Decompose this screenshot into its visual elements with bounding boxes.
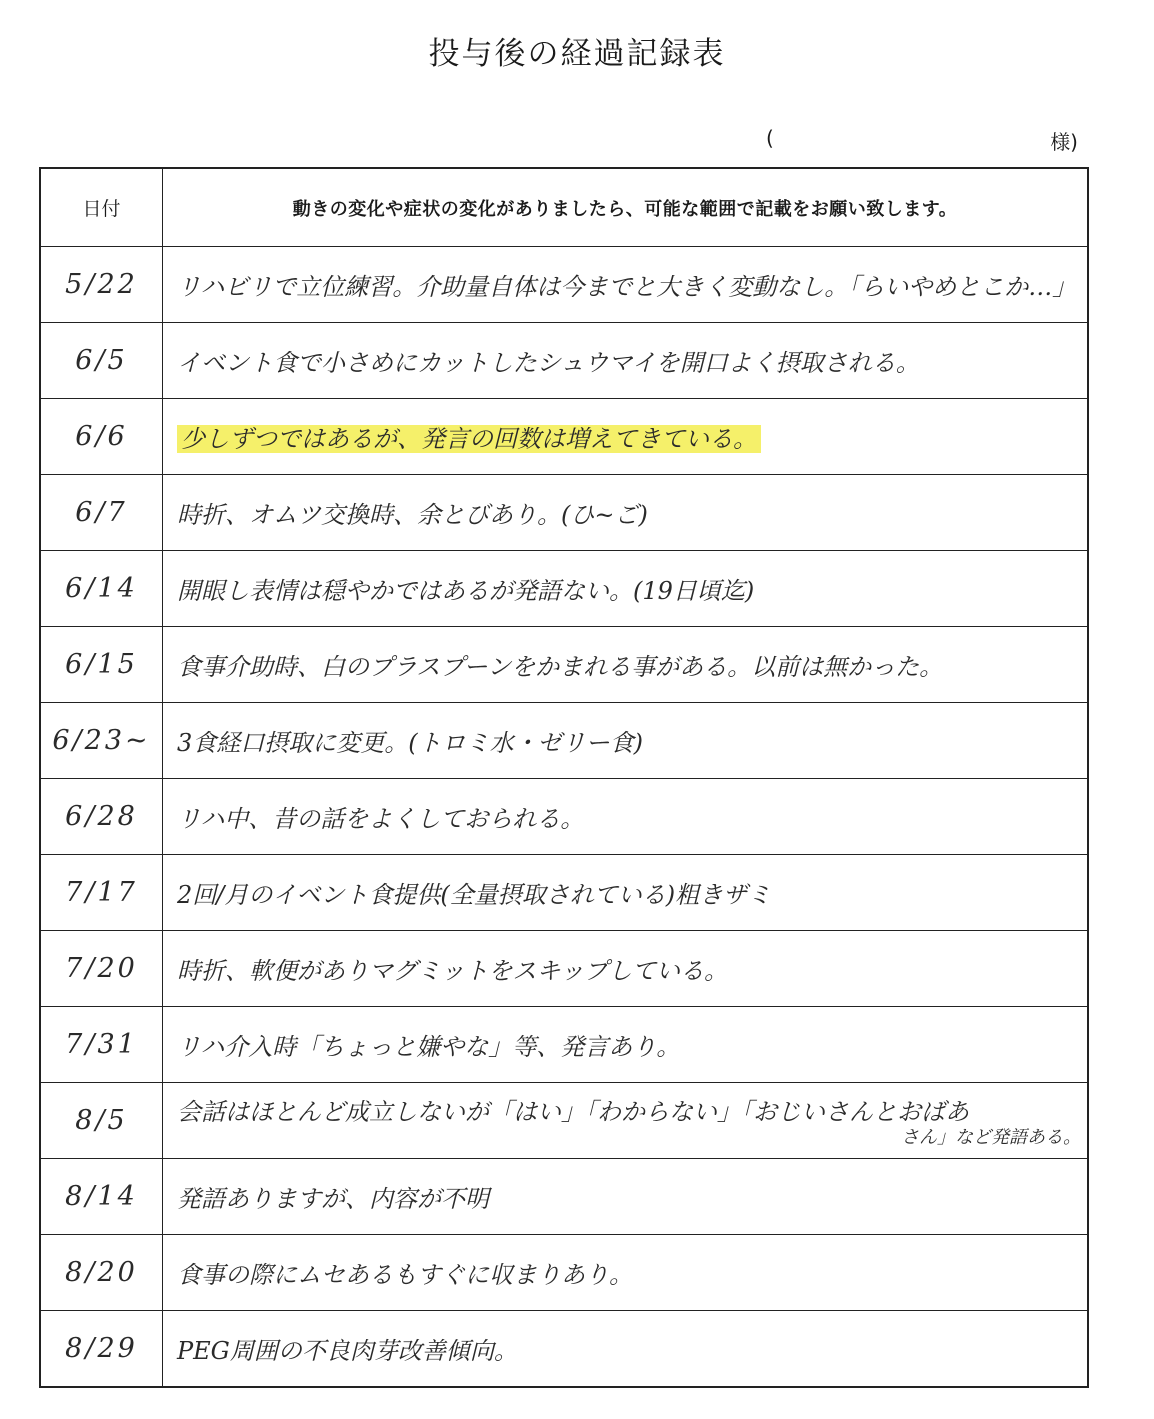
row-date: 7/20: [40, 931, 163, 1007]
name-honorific: 様): [1050, 130, 1078, 154]
patient-name-field: [766, 126, 1078, 156]
table-row: [40, 475, 1088, 551]
row-note: [163, 1083, 1089, 1159]
table-row: [40, 703, 1088, 779]
row-date: 8/5: [40, 1083, 163, 1159]
row-date: 6/5: [40, 323, 163, 399]
row-note: [163, 399, 1089, 475]
table-row: [40, 323, 1088, 399]
table-row: [40, 779, 1088, 855]
highlighted-note: 少しずつではあるが、発言の回数は増えてきている。: [177, 425, 761, 453]
row-date: 8/20: [40, 1235, 163, 1311]
page-title: 投与後の経過記録表: [428, 36, 726, 72]
row-date: 6/7: [40, 475, 163, 551]
row-note: 2回/月のイベント食提供(全量摂取されている)粗きザミ: [163, 855, 1089, 931]
table-row: [40, 247, 1088, 323]
row-date: 8/14: [40, 1159, 163, 1235]
name-open-paren: (: [766, 126, 774, 150]
row-date: 8/29: [40, 1311, 163, 1388]
row-note-line2: さん」など発語ある。: [901, 1127, 1081, 1148]
row-date: 6/6: [40, 399, 163, 475]
row-note: 開眼し表情は穏やかではあるが発語ない。(19日頃迄): [163, 551, 1089, 627]
table-row: [40, 1159, 1088, 1235]
row-note-line1: 会話はほとんど成立しないが「はい」「わからない」「おじいさんとおばあ: [177, 1098, 969, 1126]
row-date: 6/23~: [40, 703, 163, 779]
table-row: [40, 1007, 1088, 1083]
note-column-header: 動きの変化や症状の変化がありましたら、可能な範囲で記載をお願い致します。: [163, 168, 1089, 247]
row-date: 6/28: [40, 779, 163, 855]
row-note: 食事の際にムセあるもすぐに収まりあり。: [163, 1235, 1089, 1311]
table-row: [40, 1311, 1088, 1388]
row-date: 7/31: [40, 1007, 163, 1083]
row-note: 発語ありますが、内容が不明: [163, 1159, 1089, 1235]
table-row: [40, 1235, 1088, 1311]
row-note: リハ介入時「ちょっと嫌やな」等、発言あり。: [163, 1007, 1089, 1083]
table-header-row: [40, 168, 1088, 247]
row-note: 時折、オムツ交換時、余とびあり。(ひ~ご): [163, 475, 1089, 551]
table-row: [40, 855, 1088, 931]
row-note: PEG周囲の不良肉芽改善傾向。: [163, 1311, 1089, 1388]
table-row: [40, 551, 1088, 627]
row-note: イベント食で小さめにカットしたシュウマイを開口よく摂取される。: [163, 323, 1089, 399]
progress-record-table: [39, 167, 1089, 1388]
date-column-header: 日付: [40, 168, 163, 247]
table-row: [40, 931, 1088, 1007]
row-note: 食事介助時、白のプラスプーンをかまれる事がある。以前は無かった。: [163, 627, 1089, 703]
row-date: 6/14: [40, 551, 163, 627]
table-row: [40, 627, 1088, 703]
row-note: 3食経口摂取に変更。(トロミ水・ゼリー食): [163, 703, 1089, 779]
row-date: 7/17: [40, 855, 163, 931]
row-note: リハ中、昔の話をよくしておられる。: [163, 779, 1089, 855]
table-row: [40, 1083, 1088, 1159]
row-note: 時折、軟便がありマグミットをスキップしている。: [163, 931, 1089, 1007]
table-row: [40, 399, 1088, 475]
row-note: リハビリで立位練習。介助量自体は今までと大きく変動なし。「らいやめとこか…」: [163, 247, 1089, 323]
row-date: 6/15: [40, 627, 163, 703]
row-date: 5/22: [40, 247, 163, 323]
